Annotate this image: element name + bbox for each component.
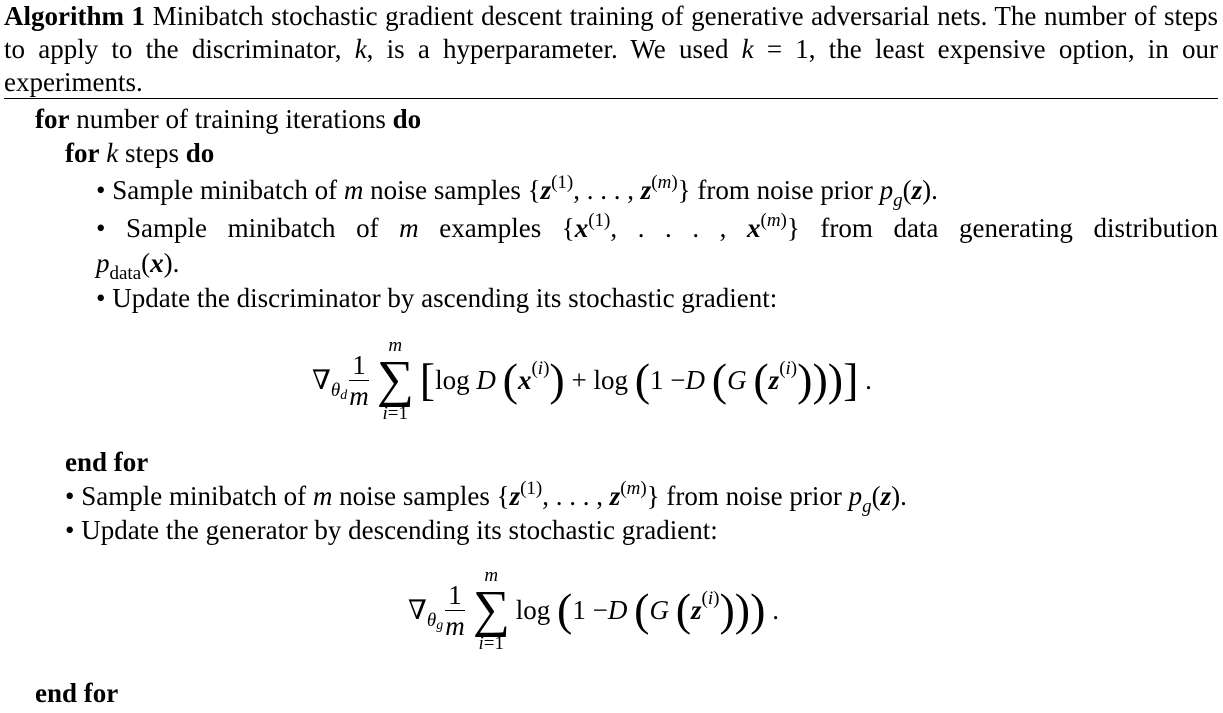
step-update-discriminator: • Update the discriminator by ascending its stochastic gradient: [96,283,778,313]
outer-for-line: for number of training iterations do [35,104,422,134]
inner-for-line: for k steps do [65,138,215,168]
outer-end-for: end for [35,678,119,708]
step-sample-noise-d: • Sample minibatch of m noise samples {$z^{(1)}$, . . . , $z^{(m)}$} from noise prior $p_g(z)$. [96,172,938,211]
inner-end-for: end for [65,447,149,477]
step-sample-noise-g: • Sample minibatch of m noise samples {$z^{(1)}$, . . . , $z^{(m)}$} from noise prior $p_g(z)$. [65,478,907,517]
caption-label: Algorithm 1 [4,1,146,31]
step-update-generator: • Update the generator by descending its stochastic gradient: [65,515,718,545]
step-sample-examples: • Sample minibatch of m examples {$x^{(1)}$, . . . , $x^{(m)}$} from data generating distribution [96,210,1219,243]
step-sample-examples-cont: $p_{data}(x)$. [96,248,180,284]
generator-gradient-equation: $\nabla_{\theta_g}$ $\frac{1}{m}$ m ∑ i=1 log ( 1 − D ( G ( z $^{(i )}$ ))) . [408,565,779,654]
caption-rule [4,98,1218,99]
algorithm-caption: Algorithm 1 Minibatch stochastic gradient descent training of generative adversarial nets. The number of steps to apply to the discriminator, k, is a hyperparameter. We used k = 1, the least expensive option, in our experiments. [4,1,1219,97]
discriminator-gradient-equation: $\nabla_{\theta_d}$ $\frac{1}{m}$ m ∑ i=1 [ log D ( x $^{(i )}$ ) + log ( 1 − D ( G ( z $^{(i )}$ )))] . [312,335,872,424]
